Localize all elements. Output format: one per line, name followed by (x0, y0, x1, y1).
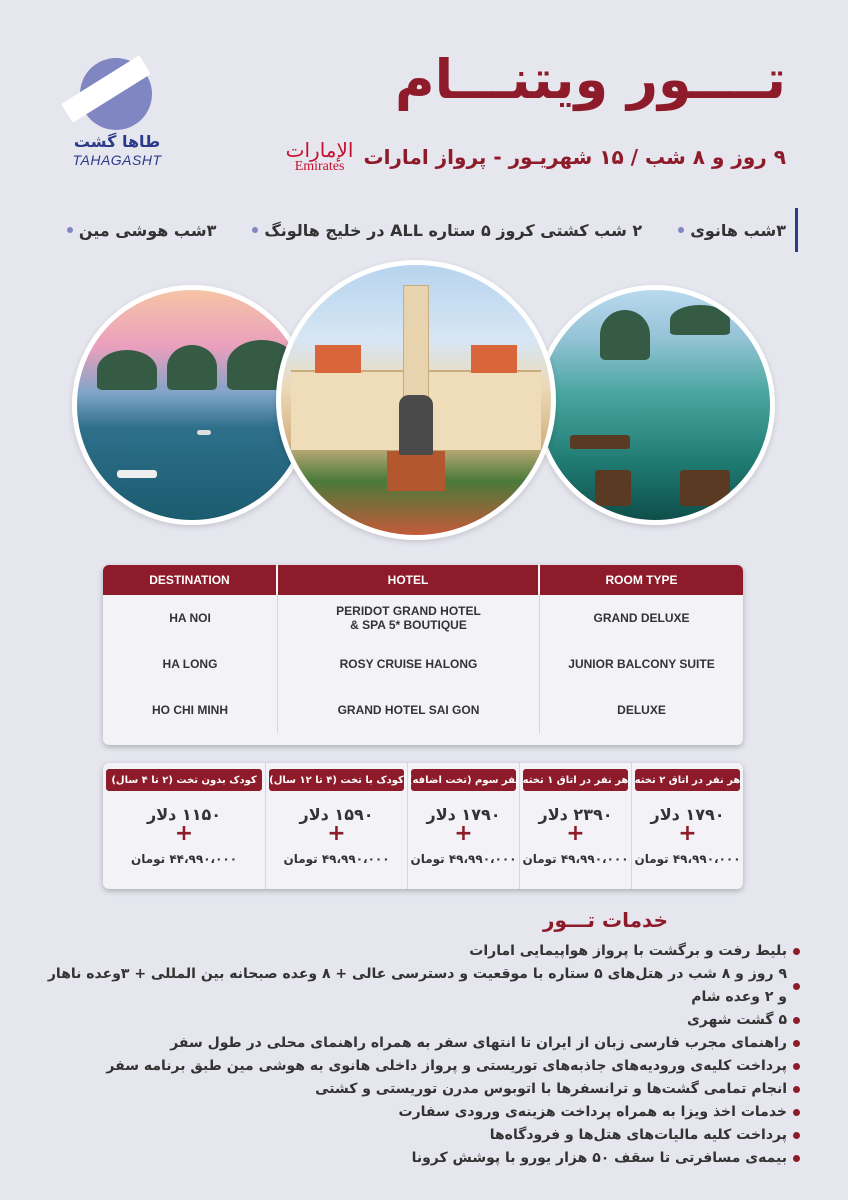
price-usd: ۱۵۹۰ دلار (299, 805, 374, 824)
price-toman: ۴۹،۹۹۰،۰۰۰ تومان (410, 852, 517, 866)
photo-boat (570, 435, 630, 449)
list-item: ۹ روز و ۸ شب در هتل‌های ۵ ستاره با موقعیت و دسترسی عالی + ۸ وعده صبحانه بین المللی + ۳وعده ناهار و ۲ وعده شام (40, 963, 800, 1009)
table-row (103, 595, 743, 641)
emirates-arabic-mark: الإمارات (285, 138, 354, 162)
itinerary-item: ۲ شب کشتی کروز ۵ ستاره ALL در خلیج هالونگ (252, 221, 642, 240)
plus-icon: + (327, 821, 346, 846)
price-toman: ۴۹،۹۹۰،۰۰۰ تومان (634, 852, 741, 866)
bullet-dot-icon (793, 1086, 800, 1093)
price-column-third-person (407, 763, 519, 889)
photo-island (97, 350, 157, 390)
price-usd: ۱۷۹۰ دلار (426, 805, 501, 824)
price-column-child-with-bed (265, 763, 407, 889)
cell-destination: HA NOI (103, 595, 278, 641)
brand-logo (58, 58, 176, 176)
cell-room-type: JUNIOR BALCONY SUITE (568, 657, 715, 671)
price-usd: ۱۷۹۰ دلار (650, 805, 725, 824)
price-usd: ۲۳۹۰ دلار (538, 805, 613, 824)
photo-island (670, 305, 730, 335)
bullet-dot-icon (793, 1109, 800, 1116)
price-toman: ۴۴،۹۹۰،۰۰۰ تومان (130, 852, 238, 866)
subtitle-row (286, 140, 786, 174)
photo-boat (595, 470, 631, 506)
photo-pedestal (387, 451, 445, 491)
hotel-table-header (103, 565, 743, 595)
bullet-dot-icon (252, 227, 258, 233)
cell-room-type: DELUXE (617, 703, 666, 717)
price-table (103, 763, 743, 889)
photo-boat (197, 430, 211, 435)
photo-island (600, 310, 650, 360)
photo-halong-boats (535, 285, 775, 525)
cell-room-type: GRAND DELUXE (593, 611, 690, 625)
tour-subtitle: ۹ روز و ۸ شب / ۱۵ شهریـور - پرواز امارات (363, 145, 786, 169)
itinerary-row (46, 208, 786, 252)
price-usd: ۱۱۵۰ دلار (147, 805, 221, 824)
photo-saigon-city-hall (276, 260, 556, 540)
photo-boat (680, 470, 730, 506)
services-list (40, 940, 800, 1170)
bullet-dot-icon (793, 1017, 800, 1024)
list-item: بیمه‌ی مسافرتی تا سقف ۵۰ هزار یورو با پوشش کرونا (40, 1147, 800, 1170)
table-row (103, 641, 743, 687)
photo-island (167, 345, 217, 390)
photo-roof (471, 345, 517, 373)
cell-hotel: ROSY CRUISE HALONG (278, 641, 540, 687)
cell-destination: HA LONG (103, 641, 278, 687)
price-header: کودک بدون تخت (۲ تا ۴ سال) (106, 769, 262, 791)
emirates-logo (286, 140, 354, 174)
services-title: خدمات تـــور (543, 908, 668, 932)
itinerary-item: ۳شب هانوی (678, 221, 786, 240)
price-column-double (631, 763, 743, 889)
page-title: تــــور ویتنـــام (395, 48, 786, 111)
bullet-dot-icon (793, 983, 800, 990)
cell-hotel: PERIDOT GRAND HOTEL & SPA 5* BOUTIQUE (278, 595, 540, 641)
photo-statue (399, 395, 433, 455)
bullet-dot-icon (793, 1155, 800, 1162)
header-room-type: ROOM TYPE (540, 565, 743, 595)
itinerary-item: ۳شب هوشی مین (67, 221, 216, 240)
price-toman: ۴۹،۹۹۰،۰۰۰ تومان (283, 852, 390, 866)
bullet-dot-icon (793, 1040, 800, 1047)
bullet-dot-icon (793, 948, 800, 955)
price-header: نفر سوم (تخت اضافه) (411, 769, 516, 791)
price-header: هر نفر در اتاق ۱ تخته (523, 769, 628, 791)
table-row (103, 687, 743, 733)
header-hotel: HOTEL (278, 565, 540, 595)
logo-name-fa: طاها گشت (73, 132, 161, 151)
list-item: راهنمای مجرب فارسی زبان از ایران تا انتهای سفر به همراه راهنمای محلی در طول سفر (40, 1032, 800, 1055)
cell-destination: HO CHI MINH (103, 687, 278, 733)
list-item: پرداخت کلیه مالیات‌های هتل‌ها و فرودگاه‌ها (40, 1124, 800, 1147)
price-header: هر نفر در اتاق ۲ تخته (635, 769, 740, 791)
list-item: خدمات اخذ ویزا به همراه پرداخت هزینه‌ی ورودی سفارت (40, 1101, 800, 1124)
bullet-dot-icon (793, 1063, 800, 1070)
price-header: کودک با تخت (۴ تا ۱۲ سال) (269, 769, 404, 791)
bullet-dot-icon (678, 227, 684, 233)
plus-icon: + (678, 821, 697, 846)
plus-icon: + (454, 821, 473, 846)
emirates-wordmark: Emirates (294, 159, 345, 174)
hotel-table (103, 565, 743, 745)
bullet-dot-icon (67, 227, 73, 233)
photo-boat (117, 470, 157, 478)
list-item: ۵ گشت شهری (40, 1009, 800, 1032)
photo-roof (315, 345, 361, 373)
price-column-single (519, 763, 631, 889)
plus-icon: + (174, 821, 194, 846)
list-item: پرداخت کلیه‌ی ورودیه‌های جاذبه‌های توریستی و پرواز داخلی هانوی به هوشی مین طبق برنامه سفر (40, 1055, 800, 1078)
list-item: انجام تمامی گشت‌ها و ترانسفرها با اتوبوس مدرن توریستی و کشتی (40, 1078, 800, 1101)
plus-icon: + (566, 821, 585, 846)
bullet-dot-icon (793, 1132, 800, 1139)
price-toman: ۴۹،۹۹۰،۰۰۰ تومان (522, 852, 629, 866)
price-column-child-no-bed (103, 763, 265, 889)
list-item: بلیط رفت و برگشت با پرواز هواپیمایی امارات (40, 940, 800, 963)
header-destination: DESTINATION (103, 565, 278, 595)
itinerary-accent-bar (795, 208, 798, 252)
cell-hotel: GRAND HOTEL SAI GON (278, 687, 540, 733)
logo-name-en: TAHAGASHT (72, 152, 162, 168)
